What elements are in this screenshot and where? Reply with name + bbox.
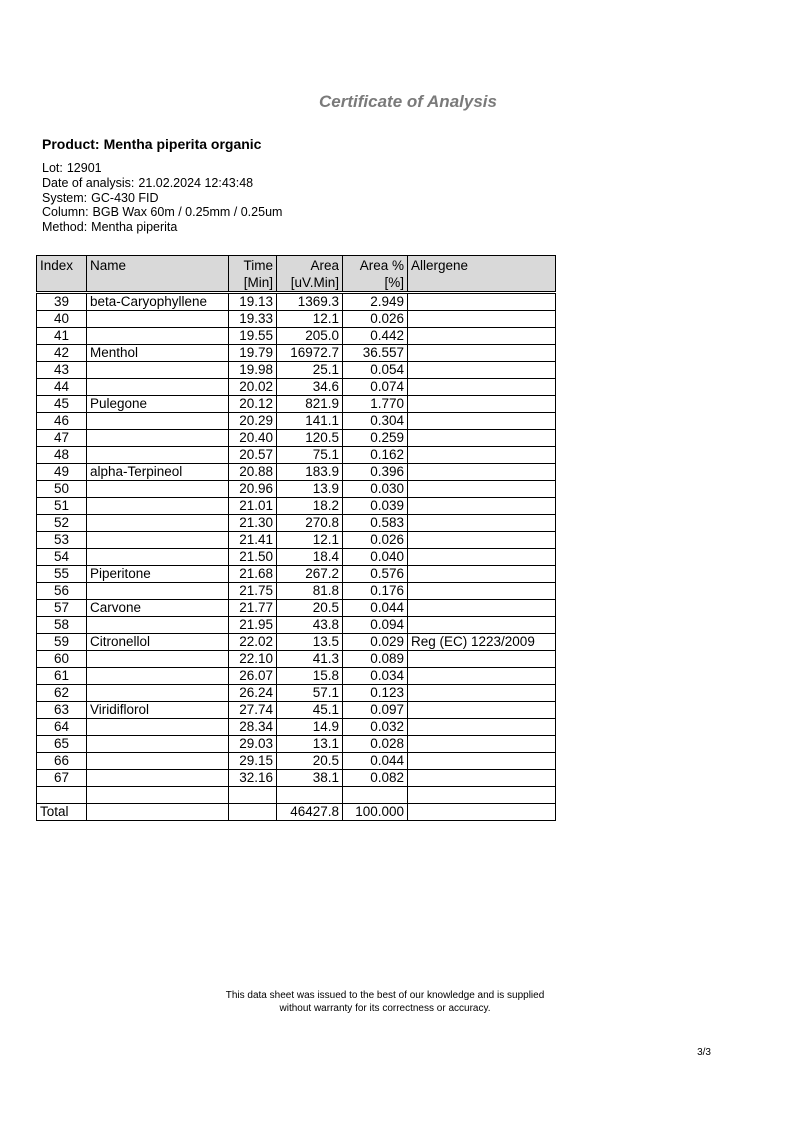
cell-area: 16972.7 xyxy=(277,345,343,362)
table-row xyxy=(37,668,556,685)
cell-area: 183.9 xyxy=(277,464,343,481)
header-area-percent xyxy=(343,256,408,293)
blank-cell xyxy=(408,787,556,804)
cell-allergen xyxy=(408,328,556,345)
blank-cell xyxy=(229,787,277,804)
header-area-unit: [uV.Min] xyxy=(290,275,339,290)
cell-time: 19.33 xyxy=(229,311,277,328)
cell-allergen xyxy=(408,617,556,634)
cell-index: 41 xyxy=(37,328,87,345)
cell-allergen xyxy=(408,362,556,379)
cell-area-percent: 0.082 xyxy=(343,770,408,787)
cell-index: 60 xyxy=(37,651,87,668)
disclaimer-note xyxy=(0,990,770,1015)
cell-index: 61 xyxy=(37,668,87,685)
meta-value: 12901 xyxy=(66,161,102,175)
meta-value: BGB Wax 60m / 0.25mm / 0.25um xyxy=(92,205,283,220)
cell-name xyxy=(87,770,229,787)
cell-index: 47 xyxy=(37,430,87,447)
table-row xyxy=(37,617,556,634)
analysis-metadata xyxy=(42,161,282,235)
cell-area-percent: 0.028 xyxy=(343,736,408,753)
cell-area-percent: 0.162 xyxy=(343,447,408,464)
cell-name xyxy=(87,736,229,753)
cell-time: 19.13 xyxy=(229,293,277,311)
product-label: Product: xyxy=(42,136,100,152)
cell-area-percent: 0.074 xyxy=(343,379,408,396)
cell-area: 12.1 xyxy=(277,311,343,328)
cell-name: beta-Caryophyllene xyxy=(87,293,229,311)
cell-index: 46 xyxy=(37,413,87,430)
header-name: Name xyxy=(87,256,229,293)
cell-allergen xyxy=(408,668,556,685)
cell-index: 48 xyxy=(37,447,87,464)
header-time-unit: [Min] xyxy=(243,275,273,290)
cell-index: 66 xyxy=(37,753,87,770)
cell-allergen xyxy=(408,515,556,532)
cell-index: 53 xyxy=(37,532,87,549)
table-row xyxy=(37,498,556,515)
cell-area: 13.9 xyxy=(277,481,343,498)
cell-area-percent: 0.054 xyxy=(343,362,408,379)
cell-area-percent: 0.304 xyxy=(343,413,408,430)
total-area: 46427.8 xyxy=(277,804,343,821)
table-body xyxy=(37,293,556,821)
table-row xyxy=(37,464,556,481)
cell-area: 270.8 xyxy=(277,515,343,532)
cell-area: 1369.3 xyxy=(277,293,343,311)
blank-cell xyxy=(229,804,277,821)
cell-index: 65 xyxy=(37,736,87,753)
table-row xyxy=(37,549,556,566)
cell-area-percent: 0.576 xyxy=(343,566,408,583)
cell-allergen xyxy=(408,753,556,770)
cell-allergen xyxy=(408,379,556,396)
cell-area-percent: 1.770 xyxy=(343,396,408,413)
cell-index: 62 xyxy=(37,685,87,702)
cell-area: 120.5 xyxy=(277,430,343,447)
table-row xyxy=(37,651,556,668)
cell-index: 58 xyxy=(37,617,87,634)
meta-value: 21.02.2024 12:43:48 xyxy=(138,175,254,190)
cell-time: 20.57 xyxy=(229,447,277,464)
cell-name xyxy=(87,583,229,600)
cell-time: 19.98 xyxy=(229,362,277,379)
cell-name: Piperitone xyxy=(87,566,229,583)
cell-time: 27.74 xyxy=(229,702,277,719)
cell-area: 267.2 xyxy=(277,566,343,583)
cell-name xyxy=(87,362,229,379)
cell-index: 51 xyxy=(37,498,87,515)
cell-time: 20.29 xyxy=(229,413,277,430)
cell-name xyxy=(87,719,229,736)
product-name: Mentha piperita organic xyxy=(103,136,262,152)
blank-cell xyxy=(343,787,408,804)
cell-allergen xyxy=(408,396,556,413)
disclaimer-line-1: This data sheet was issued to the best of our knowledge and is supplied xyxy=(225,990,545,1001)
cell-name: Citronellol xyxy=(87,634,229,651)
cell-area: 141.1 xyxy=(277,413,343,430)
meta-label: Column: xyxy=(42,205,89,220)
cell-area: 43.8 xyxy=(277,617,343,634)
cell-index: 44 xyxy=(37,379,87,396)
cell-name xyxy=(87,617,229,634)
product-line xyxy=(42,136,261,152)
meta-system xyxy=(42,191,282,206)
cell-area-percent: 0.176 xyxy=(343,583,408,600)
cell-time: 21.77 xyxy=(229,600,277,617)
cell-area-percent: 0.094 xyxy=(343,617,408,634)
cell-allergen xyxy=(408,464,556,481)
cell-index: 52 xyxy=(37,515,87,532)
table-row xyxy=(37,362,556,379)
cell-allergen xyxy=(408,702,556,719)
meta-lot xyxy=(42,161,282,176)
cell-area: 81.8 xyxy=(277,583,343,600)
header-area-label: Area xyxy=(310,258,339,273)
cell-name xyxy=(87,379,229,396)
cell-area: 13.1 xyxy=(277,736,343,753)
meta-column xyxy=(42,205,282,220)
cell-index: 59 xyxy=(37,634,87,651)
cell-area: 57.1 xyxy=(277,685,343,702)
cell-name xyxy=(87,311,229,328)
cell-area: 25.1 xyxy=(277,362,343,379)
cell-time: 29.03 xyxy=(229,736,277,753)
cell-name: Viridiflorol xyxy=(87,702,229,719)
cell-area-percent: 0.034 xyxy=(343,668,408,685)
table-row xyxy=(37,396,556,413)
cell-allergen xyxy=(408,311,556,328)
header-time xyxy=(229,256,277,293)
cell-time: 29.15 xyxy=(229,753,277,770)
cell-allergen: Reg (EC) 1223/2009 xyxy=(408,634,556,651)
cell-allergen xyxy=(408,413,556,430)
table-row xyxy=(37,532,556,549)
blank-cell xyxy=(87,804,229,821)
cell-allergen xyxy=(408,447,556,464)
cell-name: Menthol xyxy=(87,345,229,362)
cell-time: 20.96 xyxy=(229,481,277,498)
table-row xyxy=(37,311,556,328)
cell-allergen xyxy=(408,345,556,362)
cell-name xyxy=(87,515,229,532)
cell-index: 57 xyxy=(37,600,87,617)
cell-time: 19.55 xyxy=(229,328,277,345)
meta-date xyxy=(42,176,282,191)
cell-allergen xyxy=(408,532,556,549)
table-row xyxy=(37,481,556,498)
cell-allergen xyxy=(408,651,556,668)
cell-index: 63 xyxy=(37,702,87,719)
cell-time: 21.75 xyxy=(229,583,277,600)
cell-allergen xyxy=(408,770,556,787)
cell-time: 20.88 xyxy=(229,464,277,481)
table-row xyxy=(37,583,556,600)
cell-time: 28.34 xyxy=(229,719,277,736)
blank-cell xyxy=(87,787,229,804)
table-row xyxy=(37,447,556,464)
cell-name xyxy=(87,481,229,498)
total-row xyxy=(37,804,556,821)
cell-area: 13.5 xyxy=(277,634,343,651)
cell-allergen xyxy=(408,498,556,515)
meta-label: System: xyxy=(42,190,88,205)
cell-time: 20.02 xyxy=(229,379,277,396)
cell-name xyxy=(87,430,229,447)
cell-area: 821.9 xyxy=(277,396,343,413)
total-label: Total xyxy=(37,804,87,821)
cell-area: 205.0 xyxy=(277,328,343,345)
results-table xyxy=(36,255,556,821)
table-row xyxy=(37,413,556,430)
cell-area-percent: 0.029 xyxy=(343,634,408,651)
header-time-label: Time xyxy=(243,258,273,273)
meta-method xyxy=(42,220,282,235)
cell-time: 20.12 xyxy=(229,396,277,413)
header-index: Index xyxy=(37,256,87,293)
cell-time: 26.07 xyxy=(229,668,277,685)
table-row xyxy=(37,736,556,753)
cell-name xyxy=(87,447,229,464)
cell-index: 50 xyxy=(37,481,87,498)
cell-name: Pulegone xyxy=(87,396,229,413)
cell-name xyxy=(87,549,229,566)
cell-area: 12.1 xyxy=(277,532,343,549)
cell-allergen xyxy=(408,583,556,600)
cell-area: 15.8 xyxy=(277,668,343,685)
table-row xyxy=(37,719,556,736)
table-row xyxy=(37,430,556,447)
table-row xyxy=(37,379,556,396)
cell-allergen xyxy=(408,685,556,702)
cell-time: 21.41 xyxy=(229,532,277,549)
cell-area: 75.1 xyxy=(277,447,343,464)
cell-name xyxy=(87,651,229,668)
cell-time: 21.50 xyxy=(229,549,277,566)
cell-time: 19.79 xyxy=(229,345,277,362)
table-row xyxy=(37,328,556,345)
header-allergen: Allergene xyxy=(408,256,556,293)
cell-name xyxy=(87,753,229,770)
table-row xyxy=(37,293,556,311)
cell-area-percent: 0.097 xyxy=(343,702,408,719)
cell-allergen xyxy=(408,430,556,447)
cell-time: 32.16 xyxy=(229,770,277,787)
cell-area: 18.2 xyxy=(277,498,343,515)
cell-time: 22.02 xyxy=(229,634,277,651)
cell-allergen xyxy=(408,736,556,753)
cell-index: 42 xyxy=(37,345,87,362)
cell-allergen xyxy=(408,600,556,617)
cell-allergen xyxy=(408,566,556,583)
table-header-row xyxy=(37,256,556,293)
cell-index: 64 xyxy=(37,719,87,736)
cell-area: 41.3 xyxy=(277,651,343,668)
cell-area-percent: 0.089 xyxy=(343,651,408,668)
cell-index: 54 xyxy=(37,549,87,566)
page-number: 3/3 xyxy=(697,1047,711,1058)
cell-time: 21.95 xyxy=(229,617,277,634)
table-row xyxy=(37,566,556,583)
cell-area: 20.5 xyxy=(277,753,343,770)
cell-time: 21.68 xyxy=(229,566,277,583)
header-area xyxy=(277,256,343,293)
disclaimer-line-2: without warranty for its correctness or accuracy. xyxy=(279,1002,491,1014)
cell-area-percent: 0.044 xyxy=(343,600,408,617)
cell-area: 34.6 xyxy=(277,379,343,396)
cell-name xyxy=(87,532,229,549)
document-title: Certificate of Analysis xyxy=(319,92,497,111)
cell-time: 21.30 xyxy=(229,515,277,532)
meta-value: GC-430 FID xyxy=(91,190,159,205)
cell-time: 22.10 xyxy=(229,651,277,668)
meta-label: Date of analysis: xyxy=(42,175,135,190)
cell-index: 56 xyxy=(37,583,87,600)
table-row xyxy=(37,770,556,787)
cell-area: 14.9 xyxy=(277,719,343,736)
cell-time: 26.24 xyxy=(229,685,277,702)
cell-area-percent: 0.259 xyxy=(343,430,408,447)
cell-name xyxy=(87,413,229,430)
cell-area-percent: 0.442 xyxy=(343,328,408,345)
blank-row xyxy=(37,787,556,804)
cell-allergen xyxy=(408,481,556,498)
cell-area-percent: 0.026 xyxy=(343,311,408,328)
cell-area: 18.4 xyxy=(277,549,343,566)
cell-area: 38.1 xyxy=(277,770,343,787)
cell-allergen xyxy=(408,719,556,736)
cell-allergen xyxy=(408,293,556,311)
header-pct-label: Area % xyxy=(359,258,404,273)
table-row xyxy=(37,702,556,719)
cell-area-percent: 0.026 xyxy=(343,532,408,549)
cell-area: 20.5 xyxy=(277,600,343,617)
cell-allergen xyxy=(408,549,556,566)
cell-index: 40 xyxy=(37,311,87,328)
cell-area-percent: 0.396 xyxy=(343,464,408,481)
cell-name xyxy=(87,498,229,515)
cell-index: 45 xyxy=(37,396,87,413)
cell-index: 55 xyxy=(37,566,87,583)
cell-index: 43 xyxy=(37,362,87,379)
blank-cell xyxy=(37,787,87,804)
cell-area-percent: 0.030 xyxy=(343,481,408,498)
blank-cell xyxy=(277,787,343,804)
cell-index: 49 xyxy=(37,464,87,481)
cell-area-percent: 36.557 xyxy=(343,345,408,362)
meta-label: Method: xyxy=(42,220,88,235)
cell-name xyxy=(87,668,229,685)
cell-name xyxy=(87,685,229,702)
table-row xyxy=(37,634,556,651)
cell-name: Carvone xyxy=(87,600,229,617)
cell-index: 39 xyxy=(37,293,87,311)
header-pct-unit: [%] xyxy=(384,275,404,290)
cell-area-percent: 0.123 xyxy=(343,685,408,702)
table-row xyxy=(37,600,556,617)
total-area-percent: 100.000 xyxy=(343,804,408,821)
table-row xyxy=(37,515,556,532)
cell-time: 20.40 xyxy=(229,430,277,447)
cell-name xyxy=(87,328,229,345)
cell-name: alpha-Terpineol xyxy=(87,464,229,481)
cell-area-percent: 0.583 xyxy=(343,515,408,532)
cell-area-percent: 0.040 xyxy=(343,549,408,566)
cell-time: 21.01 xyxy=(229,498,277,515)
table-row xyxy=(37,753,556,770)
table-row xyxy=(37,685,556,702)
cell-area-percent: 2.949 xyxy=(343,293,408,311)
table-row xyxy=(37,345,556,362)
cell-area-percent: 0.039 xyxy=(343,498,408,515)
cell-area-percent: 0.032 xyxy=(343,719,408,736)
meta-value: Mentha piperita xyxy=(91,220,178,235)
cell-area: 45.1 xyxy=(277,702,343,719)
meta-label: Lot: xyxy=(42,161,63,175)
cell-area-percent: 0.044 xyxy=(343,753,408,770)
cell-index: 67 xyxy=(37,770,87,787)
blank-cell xyxy=(408,804,556,821)
